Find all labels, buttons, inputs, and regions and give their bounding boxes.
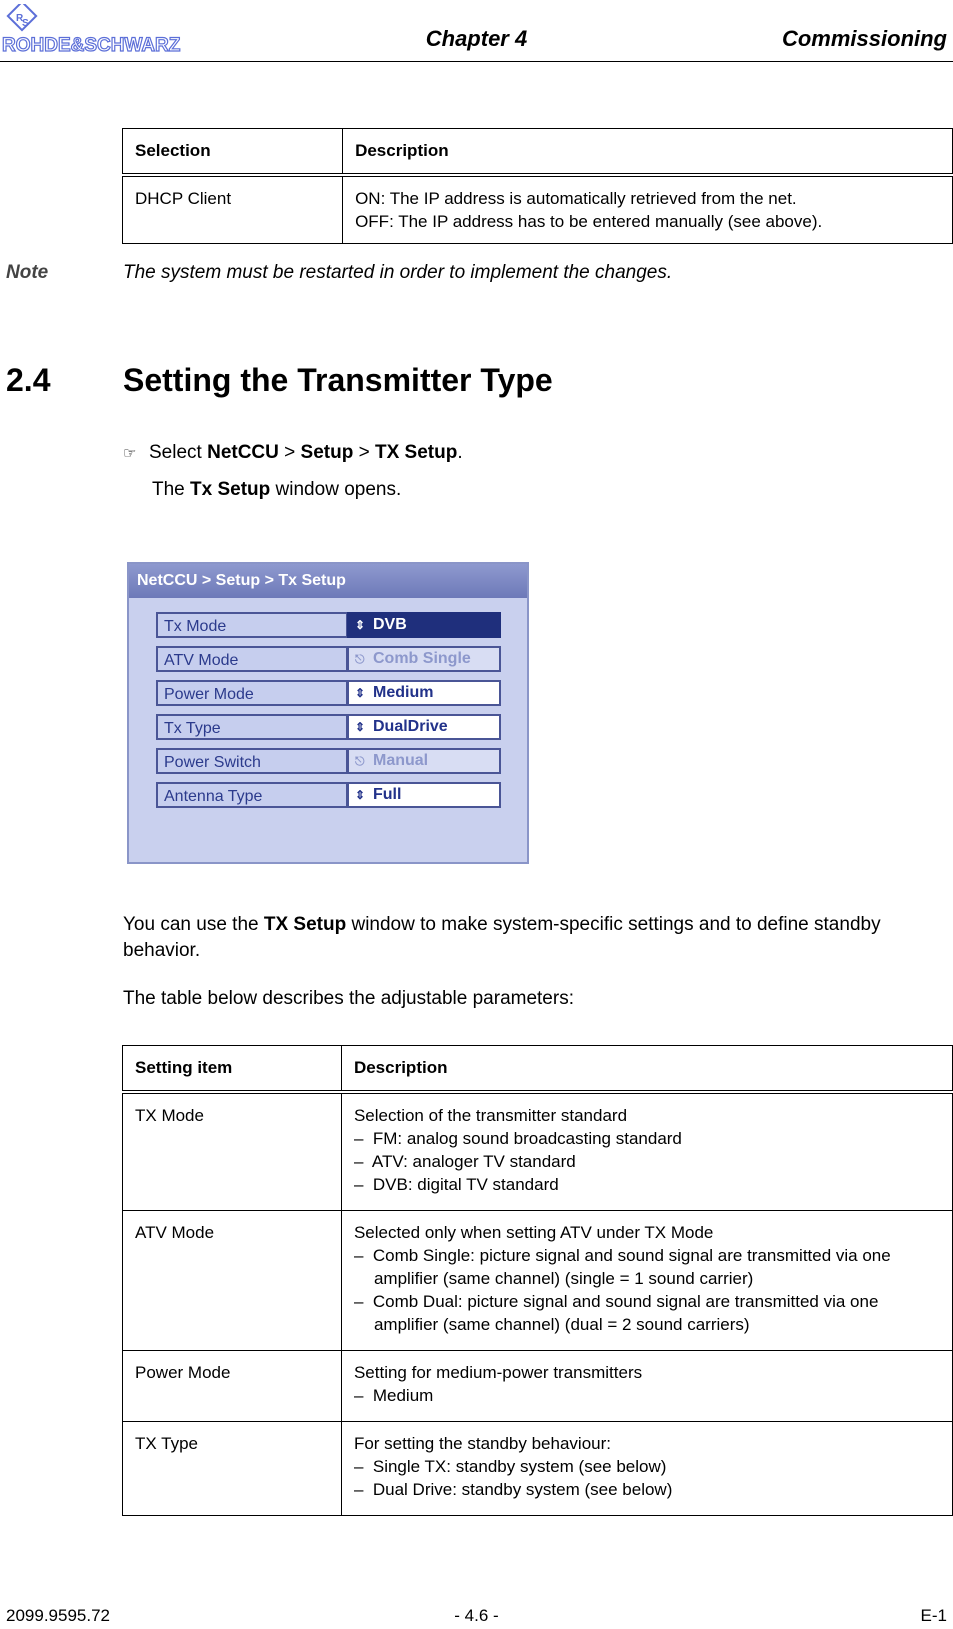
table-cell-description: Setting for medium-power transmitters – Medium xyxy=(341,1351,952,1422)
updown-arrows-icon: ⇕ xyxy=(355,788,366,802)
table-header-description: Description xyxy=(343,129,953,176)
table-header-setting-item: Setting item xyxy=(123,1046,342,1093)
table-row xyxy=(123,1351,953,1422)
note-label: Note xyxy=(6,262,49,283)
antenna-type-label: Antenna Type xyxy=(156,782,348,808)
table-row xyxy=(123,175,953,244)
footer-doc-number: 2099.9595.72 xyxy=(6,1606,110,1625)
atv-mode-label: ATV Mode xyxy=(156,646,348,672)
updown-arrows-icon: ⇕ xyxy=(355,720,366,734)
power-mode-select[interactable]: ⇕ Medium xyxy=(347,680,501,706)
antenna-type-select[interactable]: ⇕ Full xyxy=(347,782,501,808)
dhcp-table xyxy=(122,128,953,244)
key-icon: ⎋ xyxy=(355,652,365,666)
tx-type-label: Tx Type xyxy=(156,714,348,740)
tx-mode-select[interactable]: ⇕ DVB xyxy=(347,612,501,638)
power-mode-label: Power Mode xyxy=(156,680,348,706)
footer-page-number: - 4.6 - xyxy=(454,1606,499,1625)
table-header-selection: Selection xyxy=(123,129,343,176)
updown-arrows-icon: ⇕ xyxy=(355,686,366,700)
key-icon: ⎋ xyxy=(355,754,365,768)
tx-setup-window xyxy=(127,562,529,864)
table-cell-description: For setting the standby behaviour: – Single TX: standby system (see below) – Dual Drive: standby system (see below) xyxy=(341,1422,952,1516)
table-row xyxy=(123,1092,953,1211)
note-text: The system must be restarted in order to implement the changes. xyxy=(123,262,673,283)
intro-paragraph: You can use the TX Setup window to make system-specific settings and to define standby behavior. xyxy=(123,914,881,961)
header-divider xyxy=(0,61,953,62)
logo-text: ROHDE&SCHWARZ xyxy=(2,35,181,56)
table-header-description: Description xyxy=(341,1046,952,1093)
svg-text:S: S xyxy=(22,18,29,29)
atv-mode-select: ⎋ Comb Single xyxy=(347,646,501,672)
table-cell-description: ON: The IP address is automatically retrieved from the net. OFF: The IP address has to be entered manually (see above). xyxy=(343,175,953,244)
chapter-title: Chapter 4 xyxy=(425,26,528,51)
tx-mode-label: Tx Mode xyxy=(156,612,348,638)
table-cell-item: Power Mode xyxy=(123,1351,342,1422)
svg-text:R: R xyxy=(16,13,24,24)
instruction-step: ☞ Select NetCCU > Setup > TX Setup. xyxy=(123,442,463,463)
parameters-table xyxy=(122,1045,953,1516)
power-switch-label: Power Switch xyxy=(156,748,348,774)
table-cell-selection: DHCP Client xyxy=(123,175,343,244)
table-row xyxy=(123,1422,953,1516)
table-intro-paragraph: The table below describes the adjustable parameters: xyxy=(123,988,574,1009)
table-cell-item: TX Mode xyxy=(123,1092,342,1211)
tx-type-select[interactable]: ⇕ DualDrive xyxy=(347,714,501,740)
section-heading: Commissioning xyxy=(781,26,947,51)
section-number: 2.4 xyxy=(6,362,51,398)
table-cell-description: Selected only when setting ATV under TX Mode – Comb Single: picture signal and sound signal are transmitted via one amplifier (same channel) (single = 1 sound carrier) – Comb Dual: picture signal and sound signal are transmitted via one amplifier (same channel) (dual = 2 sound carriers) xyxy=(341,1211,952,1351)
power-switch-select: ⎋ Manual xyxy=(347,748,501,774)
table-cell-item: TX Type xyxy=(123,1422,342,1516)
pointing-hand-icon: ☞ xyxy=(123,445,137,462)
table-cell-item: ATV Mode xyxy=(123,1211,342,1351)
window-title: NetCCU > Setup > Tx Setup xyxy=(129,564,527,598)
footer-edition: E-1 xyxy=(920,1606,947,1625)
updown-arrows-icon: ⇕ xyxy=(355,618,366,632)
step-result: The Tx Setup window opens. xyxy=(152,479,402,500)
section-title: Setting the Transmitter Type xyxy=(123,362,553,398)
table-row xyxy=(123,1211,953,1351)
table-cell-description: Selection of the transmitter standard – FM: analog sound broadcasting standard – ATV: analoger TV standard – DVB: digital TV standard xyxy=(341,1092,952,1211)
